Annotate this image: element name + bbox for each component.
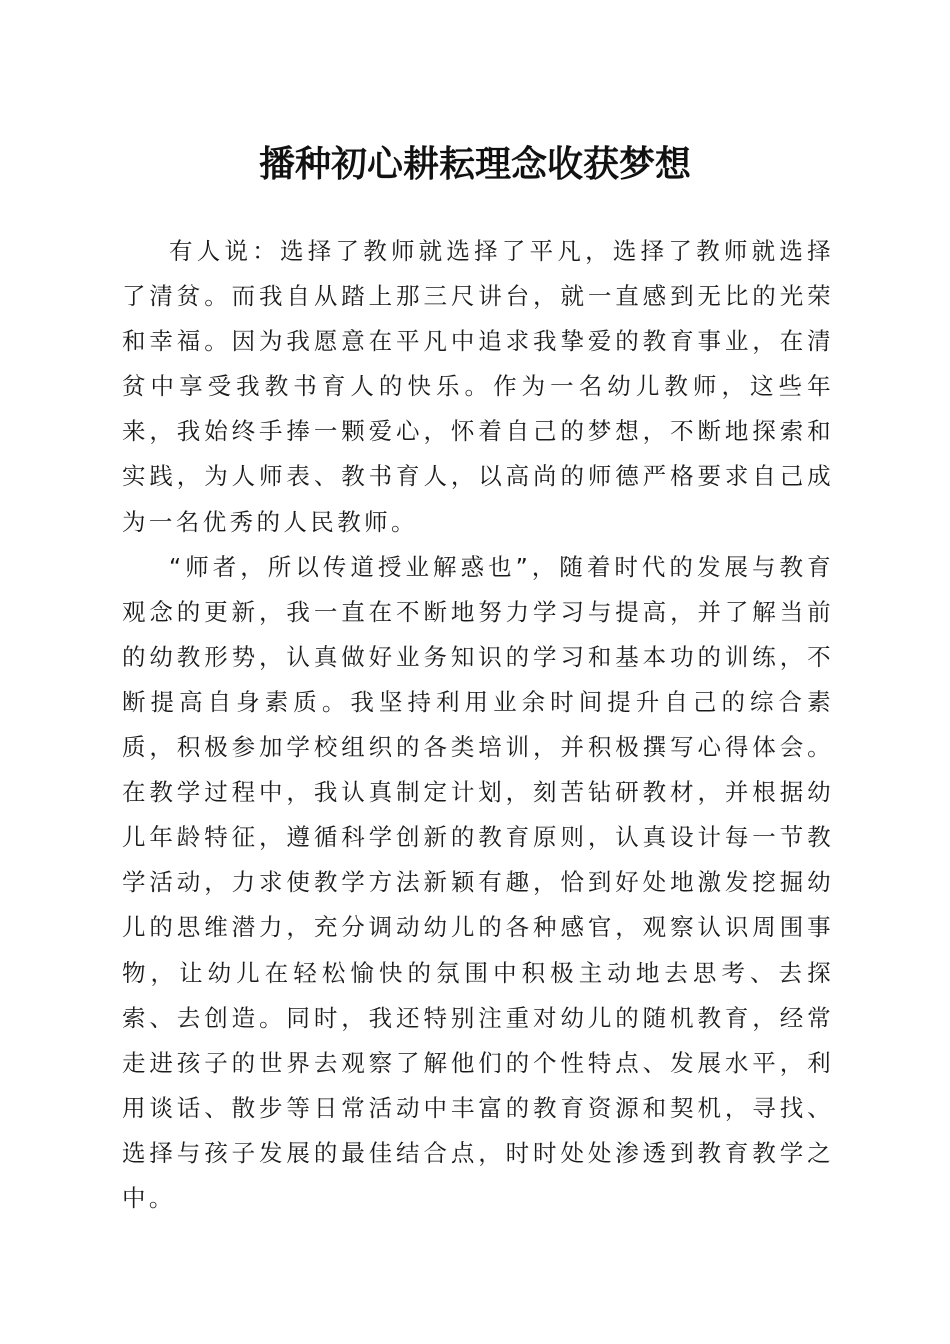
paragraph: “师者，所以传道授业解惑也”，随着时代的发展与教育观念的更新，我一直在不断地努力学习与提高，并了解当前的幼教形势，认真做好业务知识的学习和基本功的训练，不断提高自身素质。我坚持利用业余时间提升自己的综合素质，积极参加学校组织的各类培训，并积极撰写心得体会。在教学过程中，我认真制定计划，刻苦钻研教材，并根据幼儿年龄特征，遵循科学创新的教育原则，认真设计每一节教学活动，力求使教学方法新颖有趣，恰到好处地激发挖掘幼儿的思维潜力，充分调动幼儿的各种感官，观察认识周围事物，让幼儿在轻松愉快的氛围中积极主动地去思考、去探索、去创造。同时，我还特别注重对幼儿的随机教育，经常走进孩子的世界去观察了解他们的个性特点、发展水平，利用谈话、散步等日常活动中丰富的教育资源和契机，寻找、选择与孩子发展的最佳结合点，时时处处渗透到教育教学之中。: [122, 552, 834, 1212]
document-title: 播种初心耕耘理念收获梦想: [258, 143, 691, 185]
document-body: [122, 229, 834, 1221]
paragraph: 有人说：选择了教师就选择了平凡，选择了教师就选择了清贫。而我自从踏上那三尺讲台，就一直感到无比的光荣和幸福。因为我愿意在平凡中追求我挚爱的教育事业，在清贫中享受我教书育人的快乐。作为一名幼儿教师，这些年来，我始终手捧一颗爱心，怀着自己的梦想，不断地探索和实践，为人师表、教书育人，以高尚的师德严格要求自己成为一名优秀的人民教师。: [122, 237, 834, 536]
